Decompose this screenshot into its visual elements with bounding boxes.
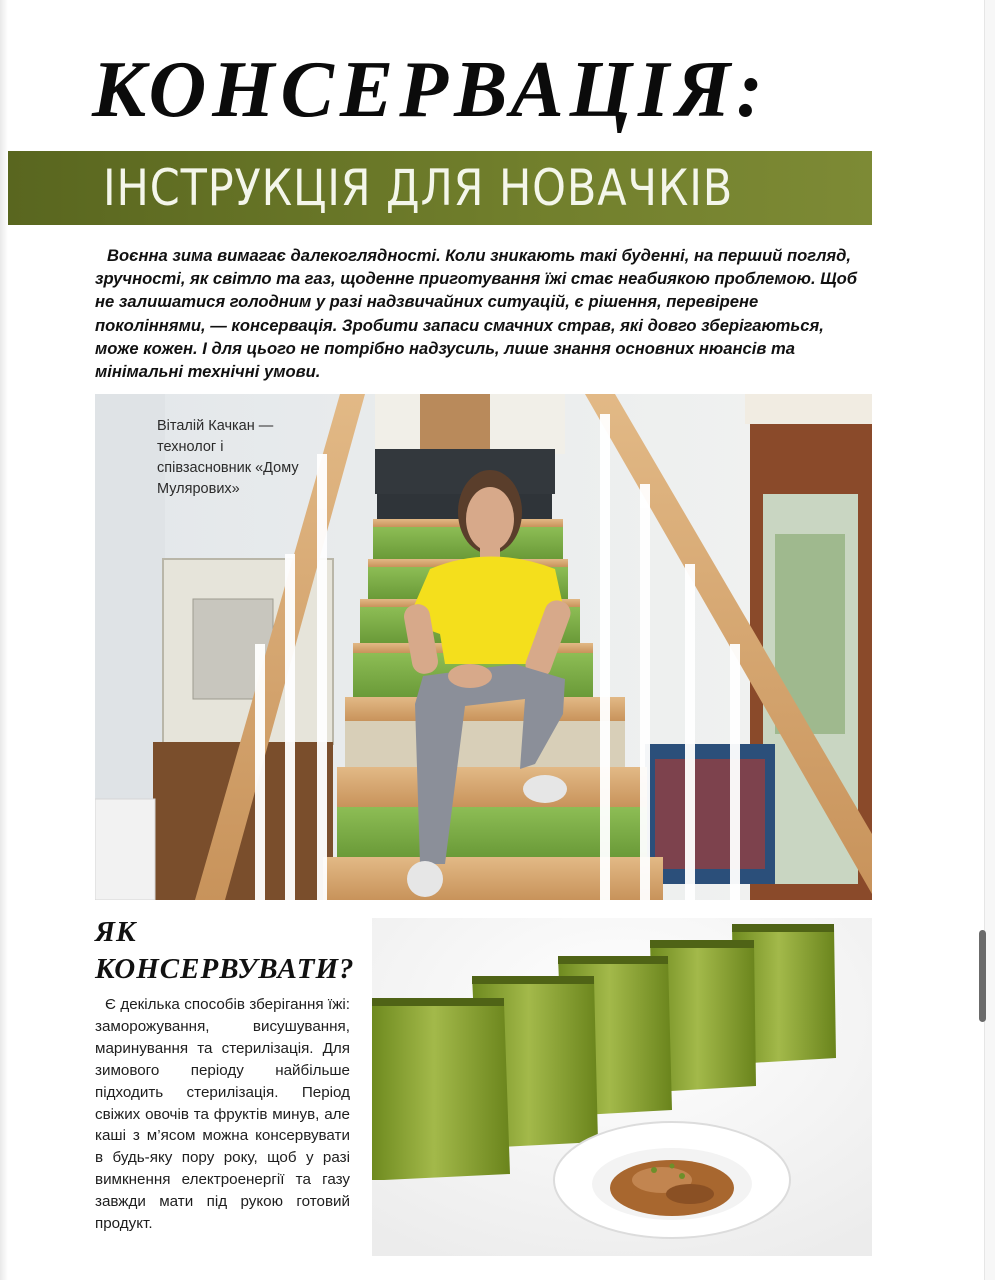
chef-on-stairs-photo: [95, 394, 872, 900]
food-pouches-photo: [372, 918, 872, 1256]
plate-with-food: [554, 1122, 790, 1238]
page-edge-left: [0, 0, 8, 1280]
lead-paragraph: Воєнна зима вимагає далекоглядності. Коли зникають такі буденні, на перший погляд, зручності, як світло та газ, щоденне приготування їжі стає неабиякою проблемою. Щоб не залишатися голодним у разі надзвичайних ситуацій, є рішення, перевірене поколіннями, — консервація. Зробити запаси смачних страв, які довго зберігаються, може кожен. І для цього не потрібно надзусиль, лише знання основних нюансів та мінімальні технічні умови.: [95, 246, 858, 382]
page-edge-right: [984, 0, 995, 1280]
scrollbar-thumb[interactable]: [979, 930, 986, 1022]
article-subtitle: ІНСТРУКЦІЯ ДЛЯ НОВАЧКІВ: [103, 159, 734, 217]
photo-caption: Віталій Качкан — технолог і співзасновник «Дому Мулярових»: [157, 418, 299, 497]
article-title: КОНСЕРВАЦІЯ:: [92, 46, 769, 134]
subtitle-band: [8, 151, 872, 225]
section-heading: ЯК КОНСЕРВУВАТИ?: [95, 916, 355, 985]
pouches-illustration: [372, 918, 872, 1256]
section-body: Є декілька способів зберігання їжі: заморожування, висушування, маринування та стерилізація. Для зимового періоду найбільше підходить стерилізація. Період свіжих овочів та фруктів минув, але каші з м’ясом можна консервувати в будь-яку пору року, щоб у разі вимкнення електроенергії та газу завжди мати під рукою готовий продукт.: [95, 996, 350, 1233]
